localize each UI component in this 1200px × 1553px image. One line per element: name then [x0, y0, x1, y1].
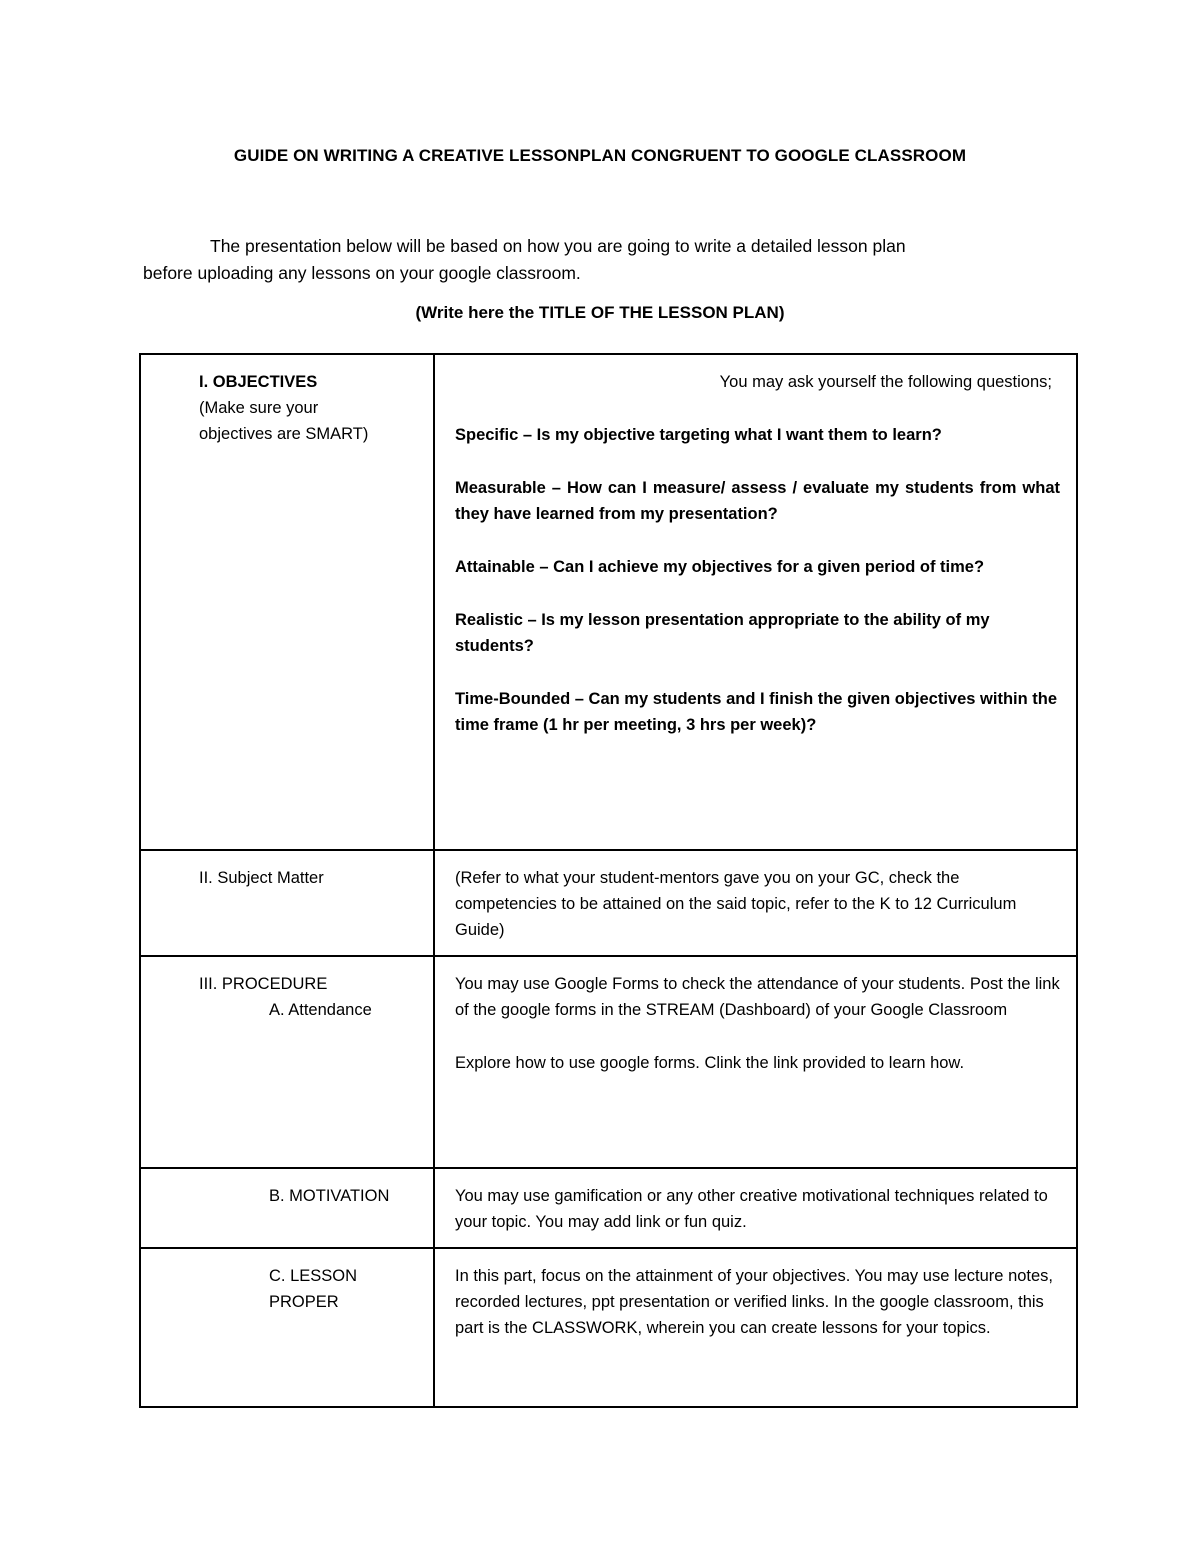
lesson-plan-table	[139, 353, 1078, 1408]
smart-realistic: Realistic – Is my lesson presentation appropriate to the ability of my students?	[455, 611, 990, 655]
motivation-content-cell	[434, 1168, 1077, 1248]
lesson-title-placeholder: (Write here the TITLE OF THE LESSON PLAN)	[415, 303, 785, 322]
lesson-proper-content-cell	[434, 1248, 1077, 1407]
motivation-label-cell	[140, 1168, 434, 1248]
lesson-proper-heading-line-1: C. LESSON	[269, 1267, 358, 1285]
table-row-lesson-proper	[140, 1248, 1077, 1407]
lesson-proper-text: In this part, focus on the attainment of your objectives. You may use lecture notes, recorded lectures, ppt presentation or verified links. In the google classroom, this part is the CLASSWORK, wherein you can create lessons for your topics.	[455, 1267, 1054, 1337]
table-row-procedure	[140, 956, 1077, 1168]
subject-matter-label-cell	[140, 850, 434, 956]
table-row-subject-matter	[140, 850, 1077, 956]
objectives-note-line-2: objectives are SMART)	[199, 425, 369, 443]
attendance-heading: A. Attendance	[269, 1001, 372, 1019]
table-row-motivation	[140, 1168, 1077, 1248]
procedure-heading: III. PROCEDURE	[199, 975, 328, 993]
objectives-content-cell	[434, 354, 1077, 850]
subject-matter-heading: II. Subject Matter	[199, 869, 324, 887]
document-title: GUIDE ON WRITING A CREATIVE LESSONPLAN CONGRUENT TO GOOGLE CLASSROOM	[233, 146, 967, 165]
smart-specific: Specific – Is my objective targeting what I want them to learn?	[455, 426, 942, 444]
motivation-heading: B. MOTIVATION	[269, 1187, 390, 1205]
objectives-label-cell	[140, 354, 434, 850]
lesson-proper-label-cell	[140, 1248, 434, 1407]
smart-measurable: Measurable – How can I measure/ assess / evaluate my students from what they have learned from my presentation?	[455, 479, 1060, 523]
objectives-note-line-1: (Make sure your	[199, 399, 319, 417]
subject-matter-text: (Refer to what your student-mentors gave you on your GC, check the competencies to be attained on the said topic, refer to the K to 12 Curriculum Guide)	[455, 869, 1017, 939]
intro-line-2: before uploading any lessons on your google classroom.	[143, 263, 581, 283]
objectives-prompt: You may ask yourself the following questions;	[719, 373, 1052, 391]
lesson-proper-heading-line-2: PROPER	[269, 1293, 339, 1311]
intro-paragraph	[143, 233, 1043, 287]
subject-matter-content-cell	[434, 850, 1077, 956]
motivation-text: You may use gamification or any other creative motivational techniques related to your topic. You may add link or fun quiz.	[455, 1187, 1048, 1231]
attendance-text: You may use Google Forms to check the attendance of your students. Post the link of the google forms in the STREAM (Dashboard) of your Google Classroom	[455, 975, 1060, 1019]
intro-line-1: The presentation below will be based on how you are going to write a detailed lesson plan	[210, 236, 906, 256]
table-row-objectives	[140, 354, 1077, 850]
google-forms-text: Explore how to use google forms. Clink the link provided to learn how.	[455, 1054, 965, 1072]
procedure-content-cell	[434, 956, 1077, 1168]
smart-attainable: Attainable – Can I achieve my objectives for a given period of time?	[455, 558, 985, 576]
procedure-label-cell	[140, 956, 434, 1168]
smart-time-bounded: Time-Bounded – Can my students and I finish the given objectives within the time frame (1 hr per meeting, 3 hrs per week)?	[455, 690, 1058, 734]
objectives-heading: I. OBJECTIVES	[199, 373, 318, 391]
